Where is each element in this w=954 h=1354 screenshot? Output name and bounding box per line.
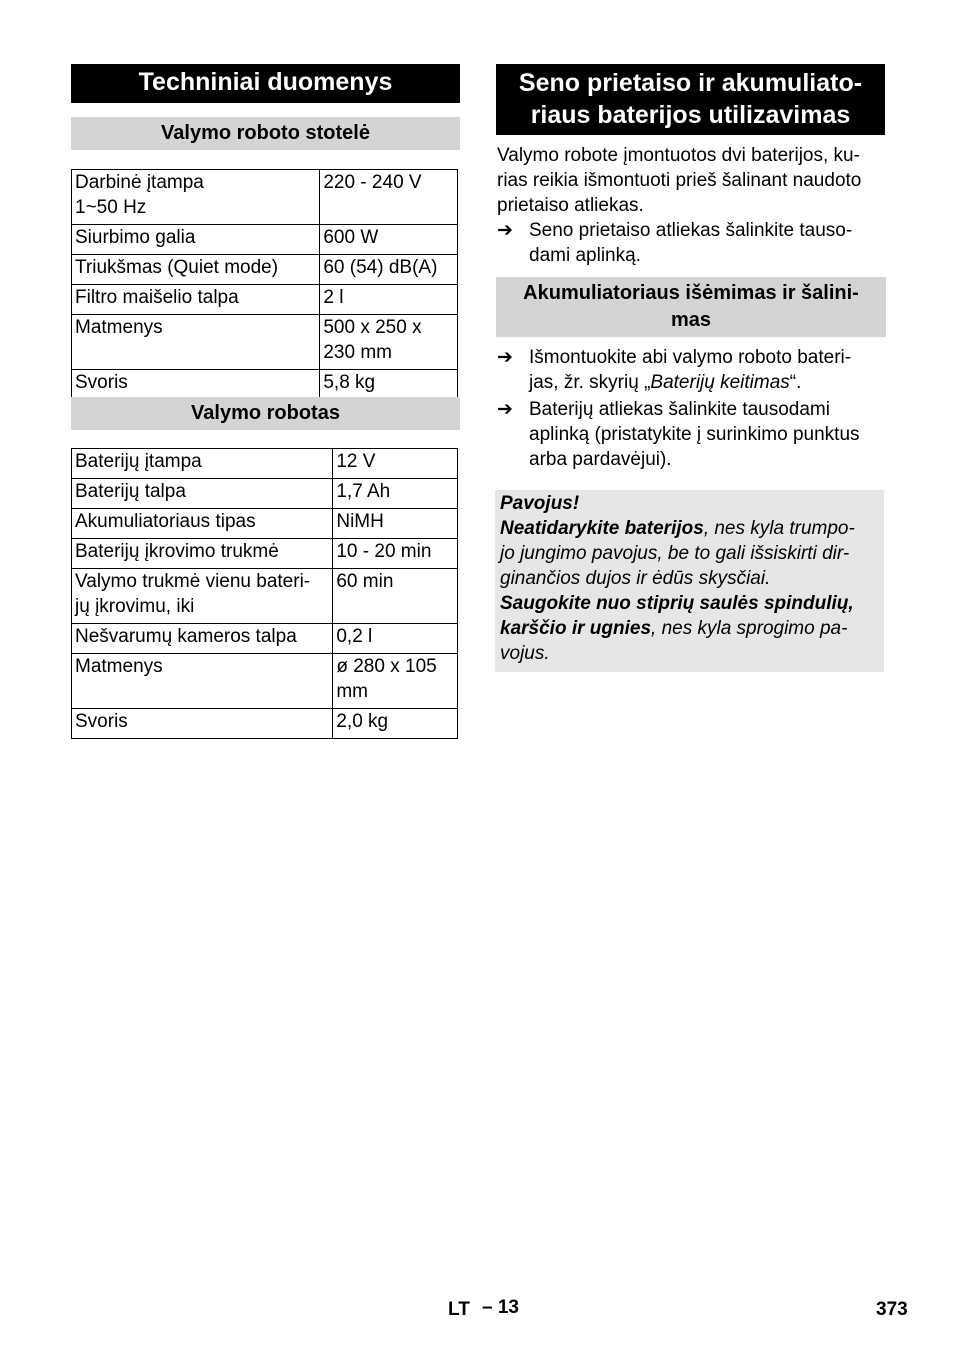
spec-row xyxy=(72,479,458,509)
bullet-text: Baterijų atliekas šalinkite tausodami xyxy=(529,399,830,420)
warning-line: vojus. xyxy=(500,643,550,664)
spec-label: Darbinė įtampa 1~50 Hz xyxy=(72,170,320,225)
spec-label: Baterijų talpa xyxy=(72,479,333,509)
spec-value: 500 x 250 x 230 mm xyxy=(320,315,458,370)
battery-removal-heading xyxy=(496,277,886,337)
spec-value: 2,0 kg xyxy=(333,709,458,739)
bullet-item xyxy=(497,345,887,395)
spec-label: Matmenys xyxy=(72,315,320,370)
spec-row xyxy=(72,449,458,479)
spec-label: Svoris xyxy=(72,370,320,400)
spec-value: 60 min xyxy=(333,569,458,624)
robot-spec-table xyxy=(71,448,458,739)
technical-data-title: Techniniai duomenys xyxy=(71,64,460,103)
bullet-text: Išmontuokite abi valymo roboto bateri- xyxy=(529,347,852,368)
warning-line: jo jungimo pavojus, be to gali išsiskirti dir- xyxy=(500,543,850,564)
arrow-icon: ➔ xyxy=(497,347,513,368)
robot-heading: Valymo robotas xyxy=(71,397,460,430)
intro-line: rias reikia išmontuoti prieš šalinant naudoto xyxy=(497,170,862,191)
bullet-text: jas, žr. skyrių „Baterijų keitimas“. xyxy=(529,372,802,393)
spec-row xyxy=(72,654,458,709)
spec-label: Baterijų įkrovimo trukmė xyxy=(72,539,333,569)
spec-value: 0,2 l xyxy=(333,624,458,654)
spec-row xyxy=(72,315,458,370)
danger-warning-box xyxy=(495,490,884,672)
spec-label: Triukšmas (Quiet mode) xyxy=(72,255,320,285)
spec-label: Baterijų įtampa xyxy=(72,449,333,479)
spec-label: Nešvarumų kameros talpa xyxy=(72,624,333,654)
heading-line: Akumuliatoriaus išėmimas ir šalini- xyxy=(523,282,859,304)
spec-value: 5,8 kg xyxy=(320,370,458,400)
footer-page-number: 373 xyxy=(876,1299,908,1320)
spec-value: 220 - 240 V xyxy=(320,170,458,225)
spec-row xyxy=(72,170,458,225)
arrow-icon: ➔ xyxy=(497,399,513,420)
spec-label: Svoris xyxy=(72,709,333,739)
arrow-icon: ➔ xyxy=(497,220,513,241)
disposal-title-line2: riaus baterijos utilizavimas xyxy=(530,101,851,129)
intro-line: prietaiso atliekas. xyxy=(497,195,644,216)
spec-row xyxy=(72,255,458,285)
spec-value: 2 l xyxy=(320,285,458,315)
bullet-item xyxy=(497,218,887,268)
bullet-text: Seno prietaiso atliekas šalinkite tauso- xyxy=(529,220,853,241)
spec-value: ø 280 x 105 mm xyxy=(333,654,458,709)
spec-row xyxy=(72,709,458,739)
spec-label: Valymo trukmė vienu bateri- jų įkrovimu, iki xyxy=(72,569,333,624)
disposal-title-line1: Seno prietaiso ir akumuliato- xyxy=(518,69,863,97)
spec-row xyxy=(72,285,458,315)
spec-row xyxy=(72,624,458,654)
station-heading: Valymo roboto stotelė xyxy=(71,117,460,150)
spec-row xyxy=(72,539,458,569)
spec-row xyxy=(72,509,458,539)
spec-label: Siurbimo galia xyxy=(72,225,320,255)
warning-line: ginančios dujos ir ėdūs skysčiai. xyxy=(500,568,771,589)
bullet-text: aplinką (pristatykite į surinkimo punktus xyxy=(529,424,860,445)
spec-label: Akumuliatoriaus tipas xyxy=(72,509,333,539)
warning-line: Saugokite nuo stiprių saulės spindulių, xyxy=(500,593,854,614)
spec-row xyxy=(72,569,458,624)
spec-label: Filtro maišelio talpa xyxy=(72,285,320,315)
warning-line: Neatidarykite baterijos, nes kyla trumpo- xyxy=(500,518,855,539)
disposal-title xyxy=(496,64,885,135)
footer-section-page: – 13 xyxy=(482,1297,519,1318)
bullet-item xyxy=(497,397,887,472)
disposal-intro xyxy=(497,143,887,218)
spec-value: 60 (54) dB(A) xyxy=(320,255,458,285)
spec-value: 1,7 Ah xyxy=(333,479,458,509)
warning-title: Pavojus! xyxy=(500,493,580,514)
intro-line: Valymo robote įmontuotos dvi baterijos, ku- xyxy=(497,145,860,166)
heading-line: mas xyxy=(670,309,712,331)
bullet-text: dami aplinką. xyxy=(529,245,641,266)
warning-line: karščio ir ugnies, nes kyla sprogimo pa- xyxy=(500,618,848,639)
spec-value: 12 V xyxy=(333,449,458,479)
spec-row xyxy=(72,370,458,400)
footer-language: LT xyxy=(448,1299,470,1320)
spec-value: 10 - 20 min xyxy=(333,539,458,569)
station-spec-table xyxy=(71,169,458,400)
spec-row xyxy=(72,225,458,255)
spec-value: 600 W xyxy=(320,225,458,255)
bullet-text: arba pardavėjui). xyxy=(529,449,672,470)
spec-label: Matmenys xyxy=(72,654,333,709)
spec-value: NiMH xyxy=(333,509,458,539)
